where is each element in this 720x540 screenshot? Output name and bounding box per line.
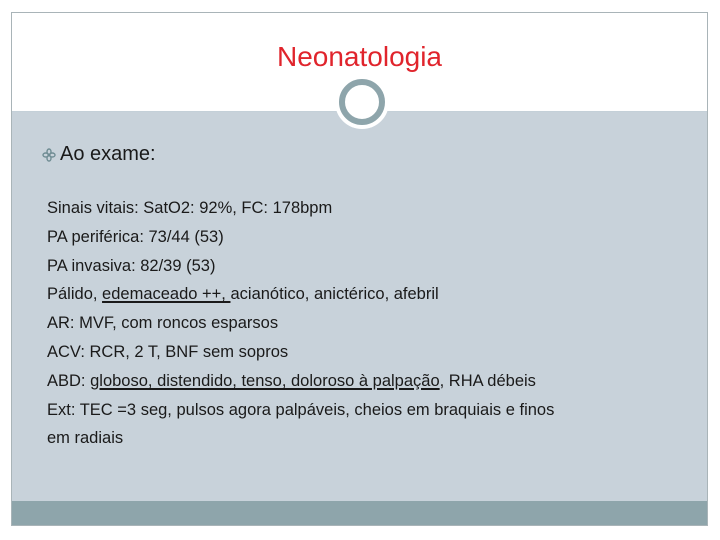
line-text: AR: MVF, com roncos esparsos [47,314,279,333]
exam-line [47,252,554,281]
underlined-text: edemaceado ++, [102,285,231,304]
line-text: PA invasiva: 82/39 (53) [47,256,216,275]
line-text: PA periférica: 73/44 (53) [47,227,224,246]
bullet-item [42,143,156,166]
exam-line [47,194,554,223]
line-text: em radiais [47,429,124,448]
ring-ornament-icon [339,79,385,125]
underlined-text: globoso, distendido, tenso, doloroso à palpação [90,371,440,390]
slide-title: Neonatologia [276,41,443,72]
bullet-text: Ao exame: [60,143,156,165]
exam-line [47,424,554,453]
exam-line [47,309,554,338]
footer-bar [12,501,707,525]
exam-line [47,223,554,252]
exam-line [47,280,554,309]
exam-line [47,367,554,396]
line-text: acianótico, anictérico, afebril [230,285,439,304]
exam-lines [47,194,554,453]
flower-bullet-icon [42,148,56,162]
line-text: Ext: TEC =3 seg, pulsos agora palpáveis, cheios em braquiais e finos [47,400,555,419]
line-text: , RHA débeis [439,371,536,390]
slide [11,12,708,526]
line-text: ABD: [47,371,91,390]
line-text: Pálido, [47,285,103,304]
line-text: ACV: RCR, 2 T, BNF sem sopros [47,342,289,361]
exam-line [47,396,554,425]
content-area [12,112,707,502]
exam-line [47,338,554,367]
line-text: Sinais vitais: SatO2: 92%, FC: 178bpm [47,199,333,217]
